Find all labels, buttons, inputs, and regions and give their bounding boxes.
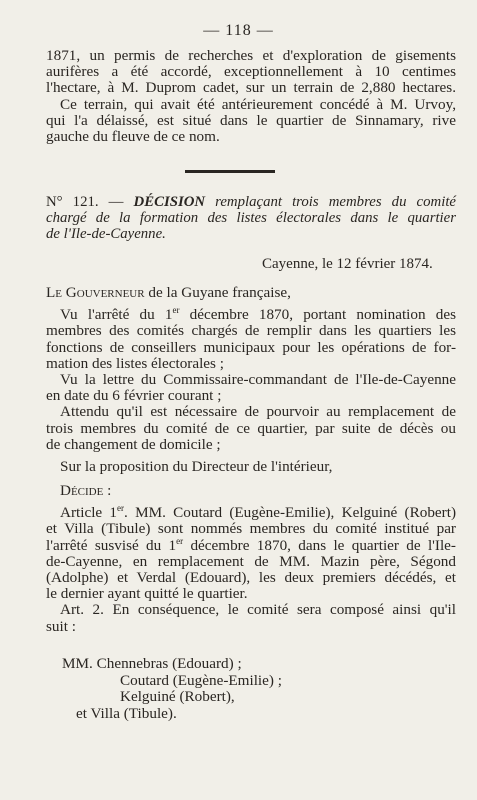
section-divider	[185, 170, 275, 173]
text-line: mation des listes électorales ;	[46, 354, 224, 372]
member-list	[62, 656, 362, 722]
text-span: décembre 1870, portant nomination des	[179, 306, 457, 324]
text-line: (Adolphe) et Verdal (Edouard), les deux premiers décédés, et	[46, 569, 456, 586]
list-item: et Villa (Tibule).	[76, 704, 177, 722]
text-span: Vu l'arrêté du 1	[60, 306, 173, 324]
page-number: — 118 —	[203, 22, 274, 39]
superscript: er	[117, 503, 125, 514]
text-line: de changement de domicile ;	[46, 435, 221, 453]
title-line: de l'Ile-de-Cayenne.	[46, 226, 166, 243]
text-line: Sur la proposition du Directeur de l'intérieur,	[60, 457, 333, 475]
text-line: Vu la lettre du Commissaire-commandant de l'Ile-de-Cayenne	[60, 370, 456, 388]
text-line: Ce terrain, qui avait été antérieurement concédé à M. Urvoy,	[60, 95, 456, 113]
text-line: aurifères a été accordé, exceptionnellement à 10 centimes	[46, 63, 456, 81]
text-line: de-Cayenne, en remplacement de MM. Mazin père, Ségond	[46, 552, 456, 570]
list-item: Coutard (Eugène-Emilie) ;	[120, 671, 282, 689]
text-line	[46, 307, 456, 323]
text-span: . MM. Coutard (Eugène-Emilie), Kelguiné (Robert)	[124, 504, 456, 522]
text-line: Art. 2. En conséquence, le comité sera composé ainsi qu'il	[60, 601, 456, 619]
text-line: trois membres du comité de ce quartier, par suite de décès ou	[46, 419, 456, 437]
text-line: membres des comités chargés de remplir dans les quartiers les	[46, 322, 456, 340]
text-line	[46, 535, 456, 554]
previous-entry-text	[46, 48, 456, 145]
decision-body	[46, 285, 456, 635]
title-line: chargé de la formation des listes électorales dans le quartier	[46, 210, 456, 227]
text-span: l'arrêté susvisé du 1	[46, 536, 177, 554]
text-line: qui l'a délaissé, est situé dans le quartier de Sinnamary, rive	[46, 111, 456, 129]
text-span: décembre 1870, dans le quartier de l'Ile-	[183, 536, 456, 554]
text-span: Article 1	[60, 504, 118, 522]
gouverneur-line	[46, 285, 456, 301]
text-line: suit :	[46, 617, 76, 635]
decision-title	[46, 194, 456, 243]
text-line	[46, 505, 456, 521]
text-line: fonctions de conseillers municipaux pour les opérations de for-	[46, 338, 456, 356]
text-line: gauche du fleuve de ce nom.	[46, 127, 220, 145]
text-line: 1871, un permis de recherches et d'exploration de gisements	[46, 47, 456, 64]
decision-number: N° 121. —	[46, 194, 134, 210]
text-line: en date du 6 février courant ;	[46, 387, 222, 405]
text-line: et Villa (Tibule) sont nommés membres du comité institué par	[46, 520, 456, 538]
decision-keyword: DÉCISION	[133, 194, 206, 210]
superscript: er	[176, 535, 184, 546]
title-line	[46, 194, 456, 210]
gouverneur-text: de la Guyane française,	[144, 284, 291, 301]
dateline: Cayenne, le 12 février 1874.	[262, 256, 433, 272]
decide-heading: Décide :	[60, 482, 112, 500]
title-text: remplaçant trois membres du comité	[205, 194, 456, 210]
text-line: le dernier ayant quitté le quartier.	[46, 585, 248, 603]
text-line: l'hectare, à M. Duprom cadet, sur un terrain de 2,880 hectares.	[46, 79, 456, 97]
list-item: MM. Chennebras (Edouard) ;	[62, 655, 242, 672]
superscript: er	[172, 305, 180, 316]
gouverneur-label: Le Gouverneur	[46, 284, 145, 301]
text-line: Attendu qu'il est nécessaire de pourvoir au remplacement de	[60, 403, 456, 421]
list-item: Kelguiné (Robert),	[120, 688, 235, 706]
